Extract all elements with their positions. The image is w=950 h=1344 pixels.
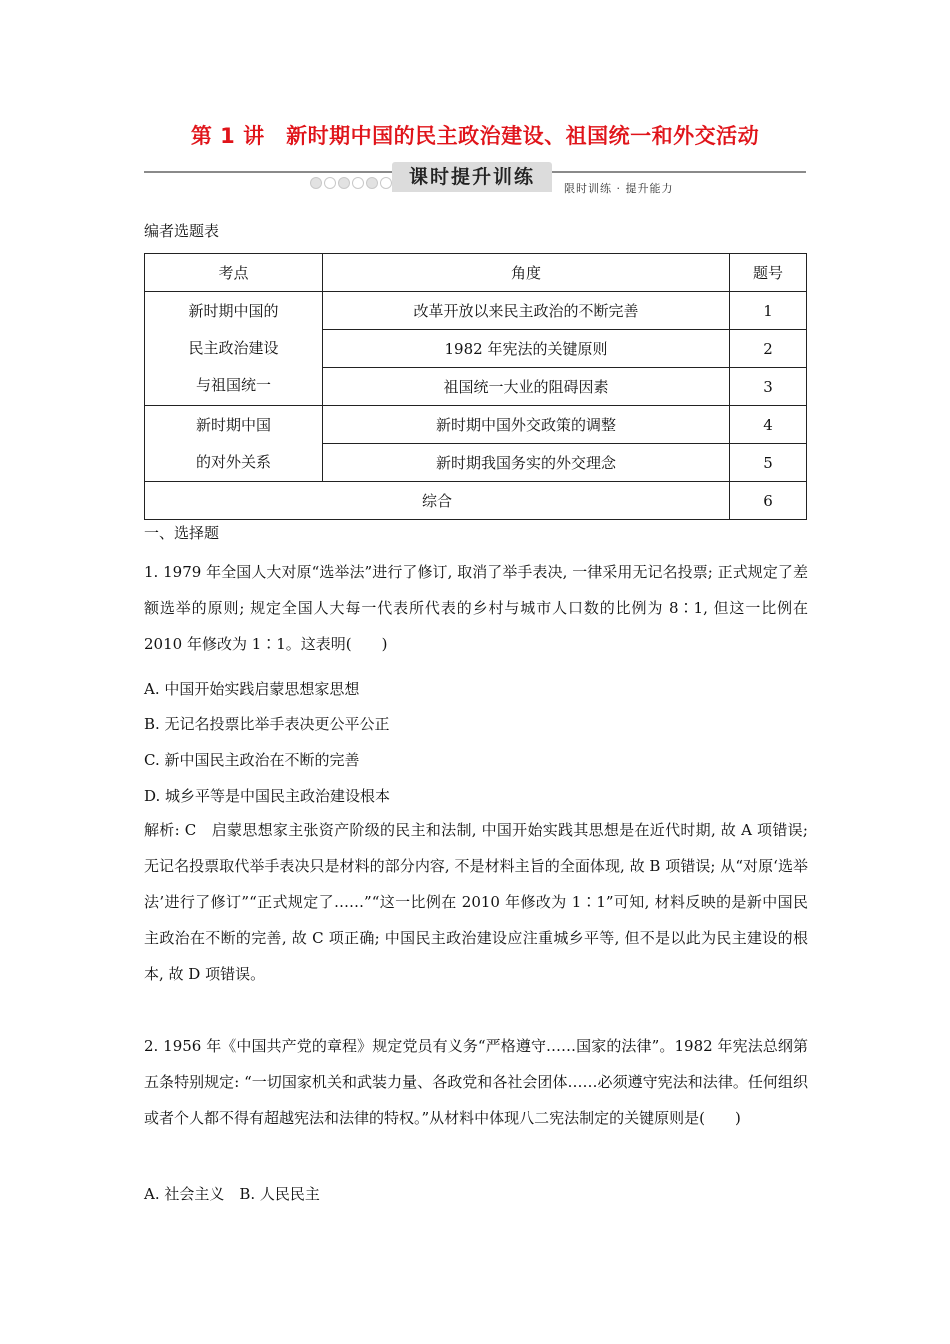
q1-option-a: A. 中国开始实践启蒙思想家思想 — [144, 680, 360, 698]
angle-cell: 祖国统一大业的阻碍因素 — [323, 368, 730, 406]
number-cell: 3 — [730, 368, 807, 406]
summary-label-cell: 综合 — [145, 482, 730, 520]
angle-cell: 新时期中国外交政策的调整 — [323, 406, 730, 444]
dot-icon — [310, 177, 322, 189]
question-2-stem: 2. 1956 年《中国共产党的章程》规定党员有义务“严格遵守……国家的法律”。1982 年宪法总纲第五条特别规定: “一切国家机关和武装力量、各政党和各社会团体……必须遵守宪法和法律。任何组织或者个人都不得有超越宪法和法律的特权。”从材料中体现八二宪法制定的关键原则是( ) — [144, 1037, 808, 1127]
number-cell: 2 — [730, 330, 807, 368]
banner-dots — [310, 177, 392, 189]
number-cell: 4 — [730, 406, 807, 444]
dot-icon — [366, 177, 378, 189]
q2-options: A. 社会主义 B. 人民民主 — [144, 1185, 320, 1203]
table-summary-row — [145, 482, 807, 520]
table-label: 编者选题表 — [144, 222, 220, 240]
angle-cell: 1982 年宪法的关键原则 — [323, 330, 730, 368]
header-kaodian: 考点 — [145, 254, 323, 292]
q1-option-d: D. 城乡平等是中国民主政治建设根本 — [144, 787, 391, 805]
page-title: 第 1 讲 新时期中国的民主政治建设、祖国统一和外交活动 — [190, 124, 760, 148]
kaodian-line: 与祖国统一 — [195, 376, 271, 394]
dot-icon — [352, 177, 364, 189]
q1-option-c: C. 新中国民主政治在不断的完善 — [144, 751, 360, 769]
kaodian-cell — [145, 406, 323, 482]
number-cell: 5 — [730, 444, 807, 482]
dot-icon — [338, 177, 350, 189]
kaodian-line: 新时期中国 — [195, 415, 271, 434]
header-number: 题号 — [730, 254, 807, 292]
section-heading: 一、选择题 — [144, 524, 220, 542]
kaodian-line: 民主政治建设 — [188, 339, 279, 357]
selection-table — [144, 253, 807, 520]
number-cell: 1 — [730, 292, 807, 330]
table-header-row — [145, 254, 807, 292]
banner-tab: 课时提升训练 — [392, 162, 552, 192]
q1-analysis: 解析: C 启蒙思想家主张资产阶级的民主和法制, 中国开始实践其思想是在近代时期, 故 A 项错误; 无记名投票取代举手表决只是材料的部分内容, 不是材料主旨的全面体现, 故 B 项错误; 从“对原‘选举法’进行了修订”“正式规定了……”“这一比例在 2010 年修改为 1∶1”可知, 材料反映的是新中国民主政治在不断的完善, 故 C 项正确; 中国民主政治建设应注重城乡平等, 但不是以此为民主建设的根本, 故 D 项错误。 — [144, 821, 808, 983]
header-angle: 角度 — [323, 254, 730, 292]
kaodian-line: 新时期中国的 — [188, 302, 279, 320]
kaodian-cell — [145, 292, 323, 406]
question-1-stem: 1. 1979 年全国人大对原“选举法”进行了修订, 取消了举手表决, 一律采用无记名投票; 正式规定了差额选举的原则; 规定全国人大每一代表所代表的乡村与城市人口数的比例为 8∶1, 但这一比例在 2010 年修改为 1∶1。这表明( ) — [144, 563, 808, 653]
angle-cell: 改革开放以来民主政治的不断完善 — [323, 292, 730, 330]
table-row — [145, 406, 807, 444]
banner-slogan: 限时训练 · 提升能力 — [564, 182, 674, 195]
summary-number-cell: 6 — [730, 482, 807, 520]
dot-icon — [380, 177, 392, 189]
kaodian-line: 的对外关系 — [195, 452, 271, 471]
table-row — [145, 292, 807, 330]
section-banner — [144, 160, 806, 200]
q1-option-b: B. 无记名投票比举手表决更公平公正 — [144, 715, 390, 733]
angle-cell: 新时期我国务实的外交理念 — [323, 444, 730, 482]
dot-icon — [324, 177, 336, 189]
